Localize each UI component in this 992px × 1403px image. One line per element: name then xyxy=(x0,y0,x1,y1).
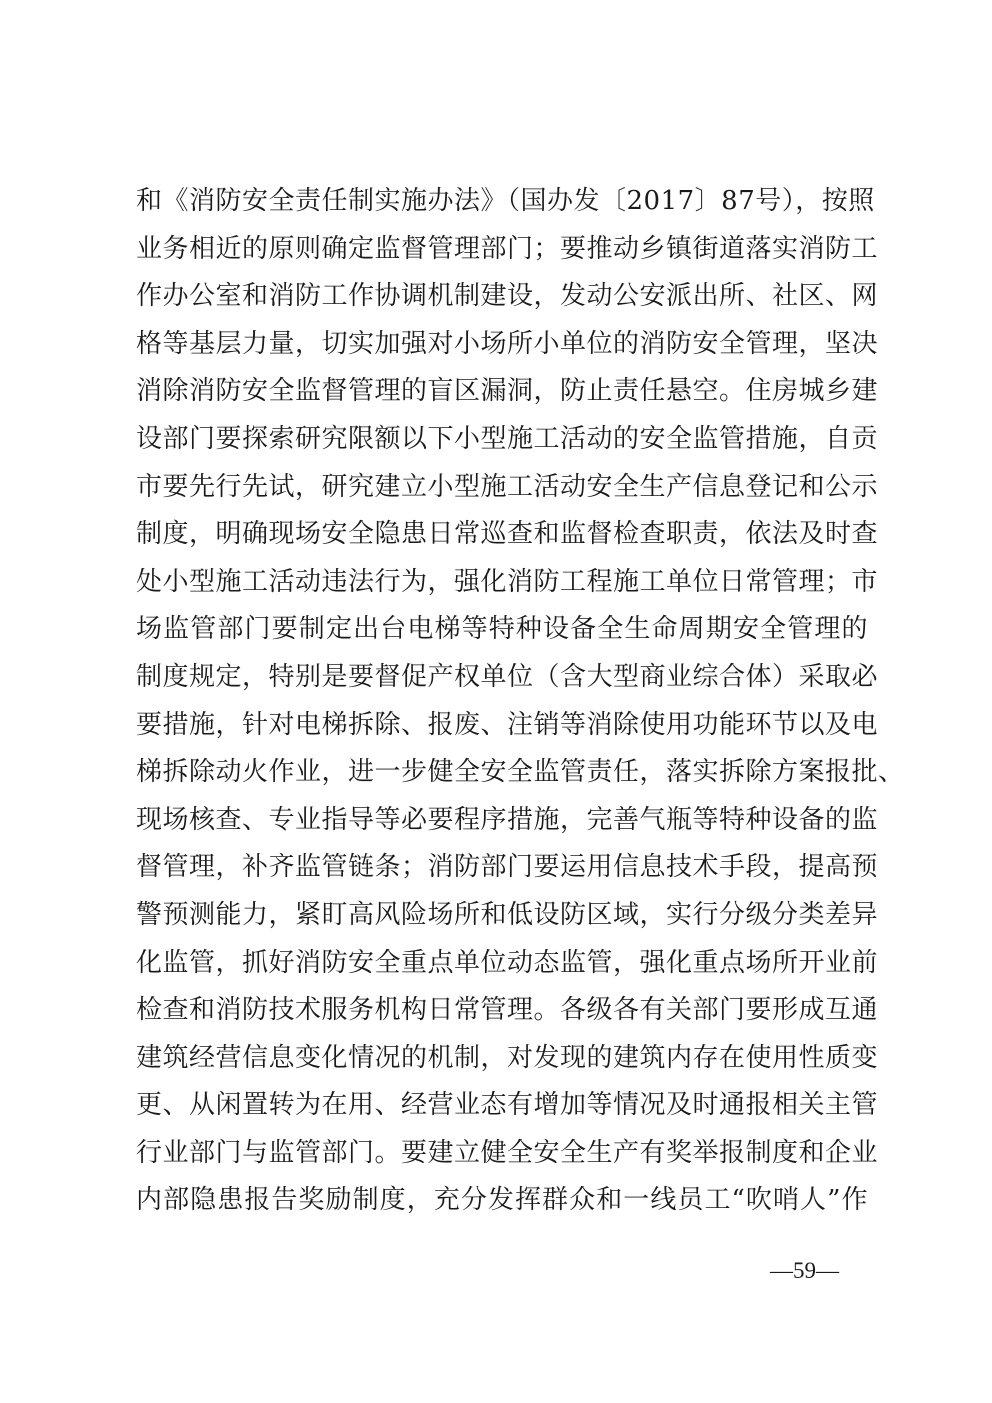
text-line: 格等基层力量，切实加强对小场所小单位的消防安全管理，坚决 xyxy=(136,328,879,359)
text-line: 场监管部门要制定出台电梯等特种设备全生命周期安全管理的 xyxy=(136,614,868,645)
body-text xyxy=(136,178,905,1225)
text-line: 设部门要探索研究限额以下小型施工活动的安全监管措施，自贡 xyxy=(136,423,879,454)
text-line: 更、从闲置转为在用、经营业态有增加等情况及时通报相关主管 xyxy=(136,1090,879,1121)
text-line: 梯拆除动火作业，进一步健全安全监管责任，落实拆除方案报批、 xyxy=(136,757,905,788)
text-line: 制度规定，特别是要督促产权单位（含大型商业综合体）采取必 xyxy=(136,661,879,692)
text-line: 建筑经营信息变化情况的机制，对发现的建筑内存在使用性质变 xyxy=(136,1042,879,1073)
text-line: 要措施，针对电梯拆除、报废、注销等消除使用功能环节以及电 xyxy=(136,709,879,740)
text-line: 行业部门与监管部门。要建立健全安全生产有奖举报制度和企业 xyxy=(136,1137,879,1168)
text-line: 处小型施工活动违法行为，强化消防工程施工单位日常管理；市 xyxy=(136,566,879,597)
text-line: 和《消防安全责任制实施办法》（国办发〔2017〕87号），按照 xyxy=(136,186,875,216)
text-line: 作办公室和消防工作协调机制建设，发动公安派出所、社区、网 xyxy=(136,281,879,312)
text-line: 警预测能力，紧盯高风险场所和低设防区域，实行分级分类差异 xyxy=(136,899,879,930)
text-line: 制度，明确现场安全隐患日常巡查和监督检查职责，依法及时查 xyxy=(136,519,879,550)
text-line: 督管理，补齐监管链条；消防部门要运用信息技术手段，提高预 xyxy=(136,852,879,883)
text-line: 业务相近的原则确定监督管理部门；要推动乡镇街道落实消防工 xyxy=(136,233,879,264)
text-line: 检查和消防技术服务机构日常管理。各级各有关部门要形成互通 xyxy=(136,995,879,1026)
text-line: 化监管，抓好消防安全重点单位动态监管，强化重点场所开业前 xyxy=(136,947,879,978)
text-line: 内部隐患报告奖励制度，充分发挥群众和一线员工“吹哨人”作 xyxy=(136,1185,868,1216)
text-line: 市要先行先试，研究建立小型施工活动安全生产信息登记和公示 xyxy=(136,471,879,502)
page-number: —59— xyxy=(770,1258,839,1283)
text-line: 现场核查、专业指导等必要程序措施，完善气瓶等特种设备的监 xyxy=(136,804,879,835)
text-line: 消除消防安全监督管理的盲区漏洞，防止责任悬空。住房城乡建 xyxy=(136,376,879,407)
